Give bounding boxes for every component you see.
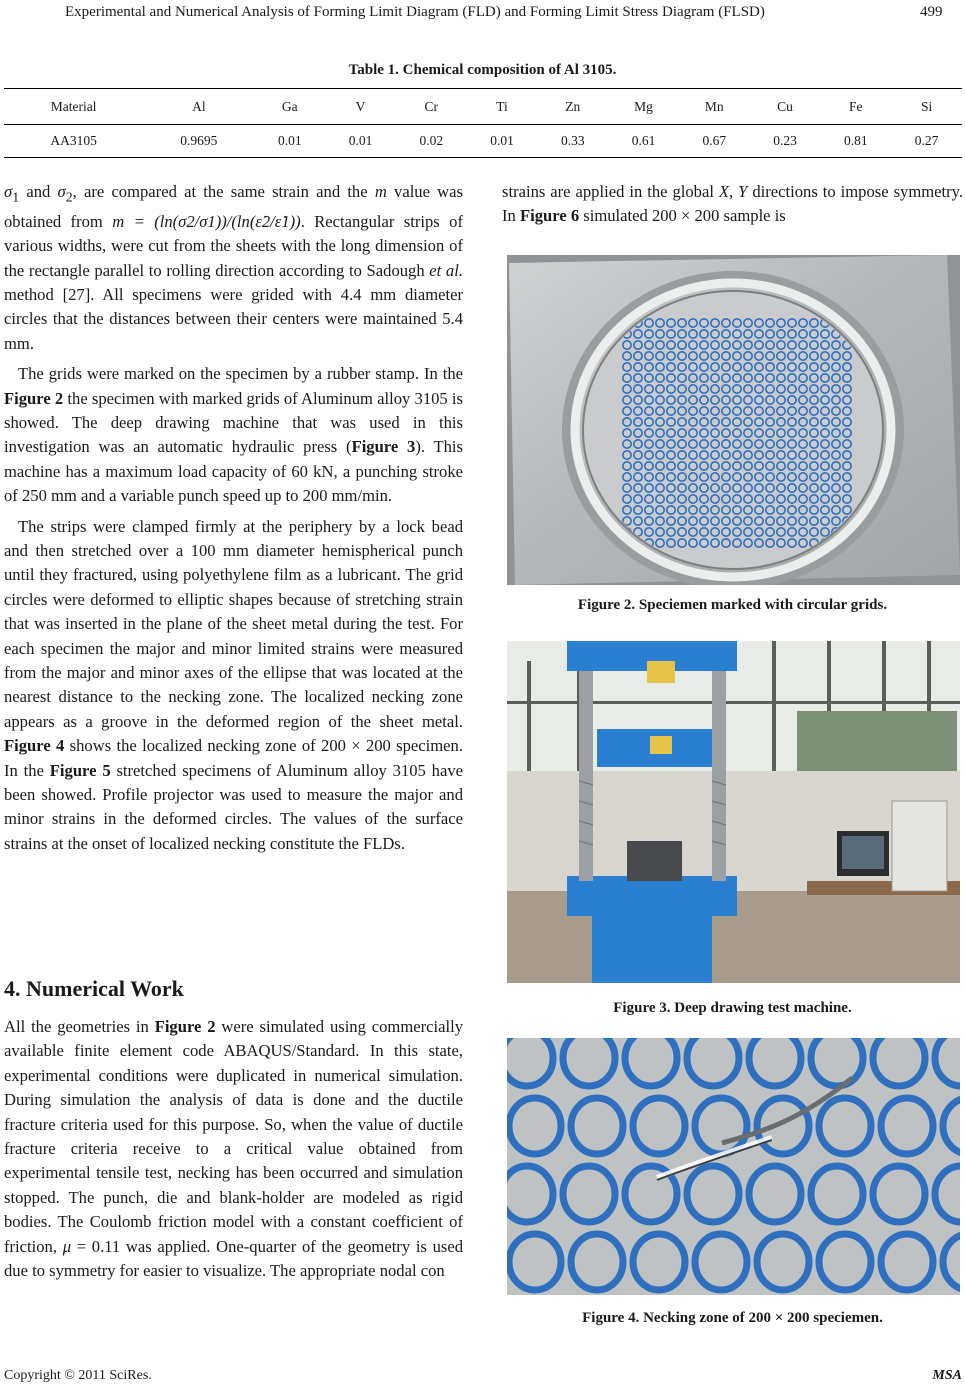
paragraph-right-1 (502, 180, 963, 229)
figure-3-caption: Figure 3. Deep drawing test machine. (613, 1000, 852, 1016)
text-run: stretched specimens of Aluminum alloy 3105 have been showed. Profile projector was used to measure the major and minor strains in the deformed circles. The values of the surface strains at the onset of localized necking constitute the FLDs. (4, 760, 463, 853)
table-header-cell: Zn (537, 89, 608, 125)
page-number: 499 (920, 4, 943, 20)
left-column-section4 (4, 1015, 463, 1283)
table-cell: 0.01 (325, 125, 396, 158)
text-run: value was obtained from (4, 182, 463, 231)
paragraph-4 (4, 1015, 463, 1283)
table-header-cell: Material (4, 89, 143, 125)
text-run: Y (738, 182, 748, 201)
text-run: strains are applied in the global (502, 182, 719, 201)
text-run: directions to impose symmetry. In (502, 182, 964, 226)
table-cell: 0.01 (467, 125, 538, 158)
text-run: The grids were marked on the specimen by a rubber stamp. In the (18, 364, 463, 384)
table-cell: AA3105 (4, 125, 143, 158)
figure-ref: Figure 2 (154, 1017, 216, 1036)
table-cell: 0.01 (254, 125, 325, 158)
composition-table (4, 88, 962, 158)
right-column (502, 180, 963, 229)
machine-photo (507, 641, 960, 983)
table-header-cell: Ti (467, 89, 538, 125)
table-cell: 0.61 (608, 125, 679, 158)
sigma-symbol: σ (4, 182, 13, 201)
running-title: Experimental and Numerical Analysis of Forming Limit Diagram (FLD) and Forming Limit Stress Diagram (FLSD) (65, 4, 765, 20)
table-cell: 0.23 (750, 125, 821, 158)
page-footer (4, 1368, 962, 1384)
equation: m = (ln(σ2/σ1))/(ln(ε̇2/ε̇1)) (112, 211, 301, 231)
text-run: et al. (429, 260, 463, 280)
text-run: . Rectangular strips of various widths, were cut from the sheets with the long dimension of the rectangle parallel to rolling direction according to Sadough (4, 211, 463, 280)
text-run: The strips were clamped firmly at the periphery by a lock bead and then stretched over a 100 mm diameter hemispherical punch until they fractured, using polyethylene film as a lubricant. The grid circles were deformed to elliptic shapes because of stretching strain that was inserted in the plane of the sheet metal during the test. For each specimen the major and minor limited strains were measured from the major and minor axes of the ellipse that was located at the nearest distance to the necking zone. The localized necking zone appears as a groove in the deformed region of the sheet metal. (4, 516, 463, 731)
figure-4-image (507, 1038, 960, 1295)
sigma-symbol: σ (57, 182, 66, 201)
figure-ref: Figure 6 (519, 206, 580, 226)
paragraph-3 (4, 515, 463, 857)
paragraph-1 (4, 180, 463, 356)
text-run: = 0.11 was applied. One-quarter of the geometry is used due to symmetry for easier to visualize. The appropriate nodal con (4, 1236, 464, 1281)
figure-4-caption: Figure 4. Necking zone of 200 × 200 speciemen. (582, 1310, 883, 1326)
table-header-cell: Fe (820, 89, 891, 125)
text-run: All the geometries in (4, 1017, 155, 1036)
figure-ref: Figure 2 (4, 388, 64, 408)
figure-ref: Figure 4 (4, 736, 65, 756)
table-cell: 0.27 (891, 125, 962, 158)
text-run: ). This machine has a maximum load capacity of 60 kN, a punching stroke of 250 mm and a variable punch speed up to 200 mm/min. (4, 437, 463, 506)
table-row (4, 125, 962, 158)
text-run: simulated 200 × 200 sample is (579, 206, 786, 226)
figure-2-caption: Figure 2. Speciemen marked with circular grids. (577, 597, 888, 613)
table-header-cell: Mg (608, 89, 679, 125)
table-header-row (4, 89, 962, 125)
table-header-cell: Cu (750, 89, 821, 125)
table-header-cell: Si (891, 89, 962, 125)
copyright-text: Copyright © 2011 SciRes. (4, 1368, 152, 1383)
text-run: method [27]. All specimens were grided with 4.4 mm diameter circles that the distances between their centers were maintained 5.4 mm. (4, 284, 463, 353)
figure-ref: Figure 3 (351, 437, 416, 457)
subscript: 1 (12, 189, 20, 205)
section-heading: 4. Numerical Work (4, 976, 184, 1001)
m-symbol: m (374, 182, 387, 201)
table-cell: 0.81 (820, 125, 891, 158)
table-header-cell: Cr (396, 89, 467, 125)
text-run: the specimen with marked grids of Aluminum alloy 3105 is showed. The deep drawing machine that was used in this investigation was an automatic hydraulic press ( (4, 388, 463, 457)
text-run: , are compared at the same strain and the (72, 182, 375, 201)
mu-symbol: μ (62, 1236, 72, 1256)
table-header-cell: V (325, 89, 396, 125)
text-run: and (19, 182, 58, 201)
text-run: , (729, 182, 739, 201)
text-run: shows the localized necking zone of 200 × 200 specimen. In the (4, 736, 463, 780)
table-cell: 0.9695 (143, 125, 254, 158)
table-cell: 0.02 (396, 125, 467, 158)
necking-zone-photo (507, 1038, 960, 1295)
subscript: 2 (65, 189, 73, 205)
figure-2-image (507, 255, 960, 585)
text-run: were simulated using commercially available finite element code ABAQUS/Standard. In this state, experimental conditions were duplicated in numerical simulation. During simulation the analysis of data is done and the ductile fracture criteria used for this purpose. So, when the value of ductile fracture criteria receive to a critical value obtained from experimental tensile test, necking has been occurred and simulation stopped. The punch, die and blank-holder are modeled as rigid bodies. The Coulomb friction model with a constant coefficient of friction, (4, 1017, 463, 1256)
journal-abbrev: MSA (932, 1368, 962, 1383)
table-caption: Table 1. Chemical composition of Al 3105. (348, 62, 617, 78)
paragraph-2 (4, 362, 463, 508)
figure-ref: Figure 5 (49, 760, 111, 780)
table-header-cell: Ga (254, 89, 325, 125)
text-run: X (718, 182, 730, 201)
figure-3-image (507, 641, 960, 983)
table-cell: 0.67 (679, 125, 750, 158)
left-column (4, 180, 463, 856)
table-cell: 0.33 (537, 125, 608, 158)
table-header-cell: Al (143, 89, 254, 125)
table-header-cell: Mn (679, 89, 750, 125)
specimen-photo (507, 255, 960, 585)
